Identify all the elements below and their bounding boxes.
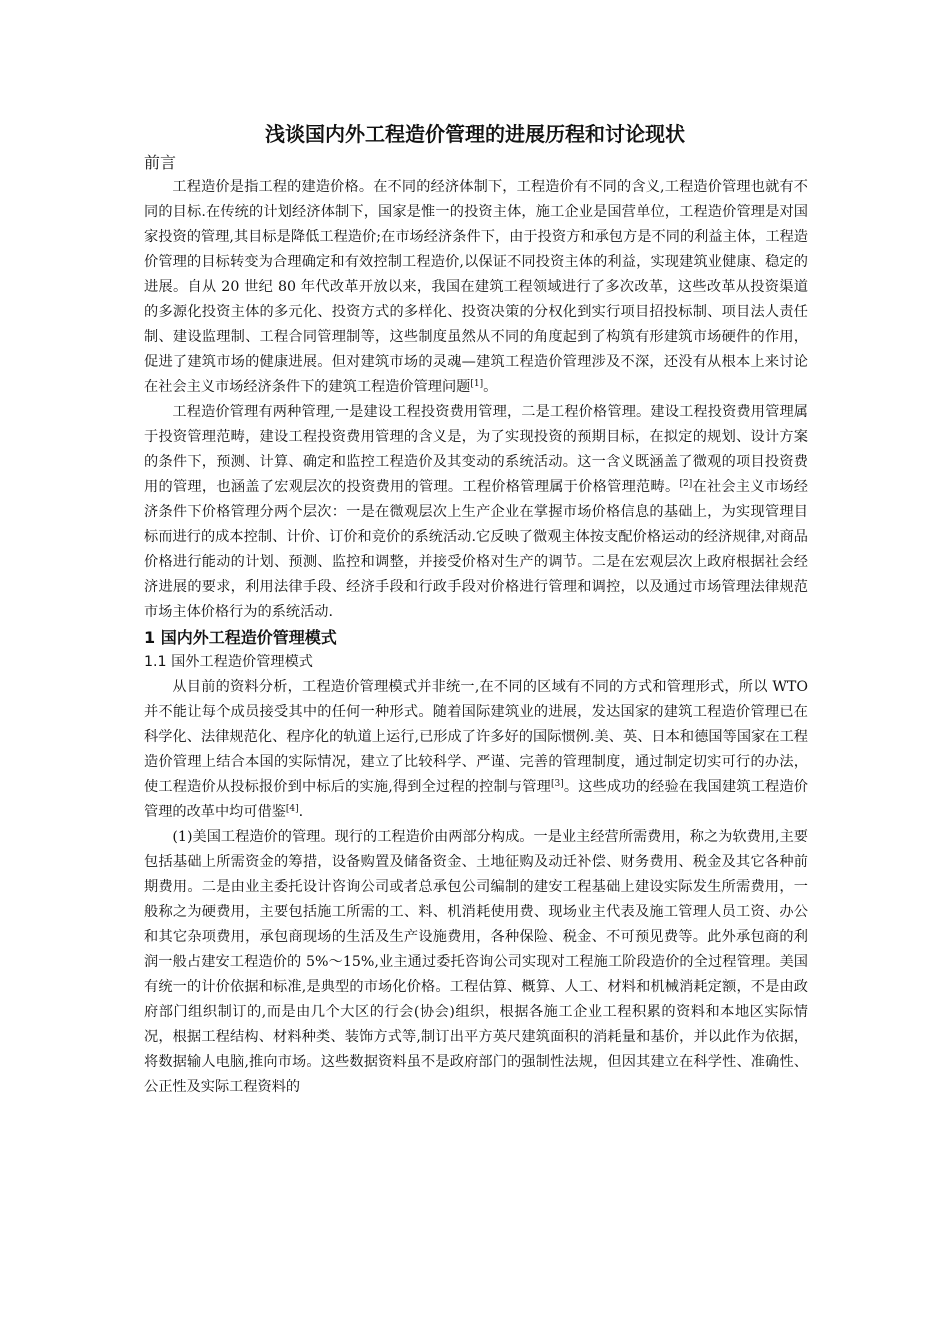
paragraph-2-text-b: 在社会主义市场经济条件下价格管理分两个层次：一是在微观层次上生产企业在掌握市场价格信息的基础上，为实现管理目标而进行的成本控制、计价、订价和竞价的系统活动.它反映了微观主体按支配价格运动的经济规律,对商品价格进行能动的计划、预测、监控和调整，并接受价格对生产的调节。二是在宏观层次上政府根据社会经济进展的要求，利用法律手段、经济手段和行政手段对价格进行管理和调控，以及通过市场管理法律规范市场主体价格行为的系统活动. bbox=[144, 479, 808, 620]
paragraph-3 bbox=[144, 675, 808, 825]
paragraph-1-end: 。 bbox=[483, 379, 498, 395]
citation-3: [3] bbox=[550, 779, 564, 789]
citation-4: [4] bbox=[285, 804, 299, 814]
paragraph-3-text-b: 。这些成功的经验在我国建筑工程造价管理的改革中均可借鉴 bbox=[144, 779, 808, 820]
preface-heading: 前言 bbox=[144, 153, 177, 172]
section-heading-1-1: 1.1 国外工程造价管理模式 bbox=[144, 654, 313, 670]
section-heading-1: 1 国内外工程造价管理模式 bbox=[144, 628, 337, 647]
document-title: 浅谈国内外工程造价管理的进展历程和讨论现状 bbox=[265, 122, 685, 146]
paragraph-3-end: . bbox=[298, 804, 304, 820]
paragraph-2-text-a: 工程造价管理有两种管理,一是建设工程投资费用管理，二是工程价格管理。建设工程投资费用管理属于投资管理范畴，建设工程投资费用管理的含义是，为了实现投资的预期目标，在拟定的规划、设计方案的条件下，预测、计算、确定和监控工程造价及其变动的系统活动。这一含义既涵盖了微观的项目投资费用的管理，也涵盖了宏观层次的投资费用的管理。工程价格管理属于价格管理范畴。 bbox=[144, 404, 808, 495]
paragraph-4: (1)美国工程造价的管理。现行的工程造价由两部分构成。一是业主经营所需费用，称之为软费用,主要包括基础上所需资金的筹措，设备购置及储备资金、土地征购及动迁补偿、财务费用、税金及其它各种前期费用。二是由业主委托设计咨询公司或者总承包公司编制的建安工程基础上建设实际发生所需费用，一般称之为硬费用，主要包括施工所需的工、料、机消耗使用费、现场业主代表及施工管理人员工资、办公和其它杂项费用，承包商现场的生活及生产设施费用，各种保险、税金、不可预见费等。此外承包商的利润一般占建安工程造价的 5%～15%,业主通过委托咨询公司实现对工程施工阶段造价的全过程管理。美国有统一的计价依据和标准,是典型的市场化价格。工程估算、概算、人工、材料和机械消耗定额，不是由政府部门组织制订的,而是由几个大区的行会(协会)组织，根据各施工企业工程积累的资料和本地区实际情况，根据工程结构、材料种类、装饰方式等,制订出平方英尺建筑面积的消耗量和基价，并以此作为依据，将数据输人电脑,推向市场。这些数据资料虽不是政府部门的强制性法规，但因其建立在科学性、准确性、公正性及实际工程资料的 bbox=[144, 829, 808, 1095]
paragraph-1 bbox=[144, 175, 808, 400]
paragraph-3-text-a: 从目前的资料分析，工程造价管理模式并非统一,在不同的区域有不同的方式和管理形式，所以 WTO 并不能让每个成员接受其中的任何一种形式。随着国际建筑业的进展，发达国家的建筑工程造价管理已在科学化、法律规范化、程序化的轨道上运行,已形成了许多好的国际惯例.美、英、日本和德国等国家在工程造价管理上结合本国的实际情况，建立了比较科学、严谨、完善的管理制度，通过制定切实可行的办法，使工程造价从投标报价到中标后的实施,得到全过程的控制与管理 bbox=[144, 679, 808, 795]
document-body bbox=[144, 150, 808, 1100]
paragraph-1-text: 工程造价是指工程的建造价格。在不同的经济体制下，工程造价有不同的含义,工程造价管理也就有不同的目标.在传统的计划经济体制下，国家是惟一的投资主体，施工企业是国营单位，工程造价管理是对国家投资的管理,其目标是降低工程造价;在市场经济条件下，由于投资方和承包方是不同的利益主体，工程造价管理的目标转变为合理确定和有效控制工程造价,以保证不同投资主体的利益，实现建筑业健康、稳定的进展。自从 20 世纪 80 年代改革开放以来，我国在建筑工程领域进行了多次改革，这些改革从投资渠道的多源化投资主体的多元化、投资方式的多样化、投资决策的分权化到实行项目招投标制、项目法人责任制、建设监理制、工程合同管理制等，这些制度虽然从不同的角度起到了构筑有形建筑市场硬件的作用，促进了建筑市场的健康进展。但对建筑市场的灵魂—建筑工程造价管理涉及不深，还没有从根本上来讨论在社会主义市场经济条件下的建筑工程造价管理问题 bbox=[144, 179, 808, 395]
citation-2: [2] bbox=[679, 479, 693, 489]
citation-1: [1] bbox=[470, 379, 484, 389]
paragraph-2 bbox=[144, 400, 808, 625]
